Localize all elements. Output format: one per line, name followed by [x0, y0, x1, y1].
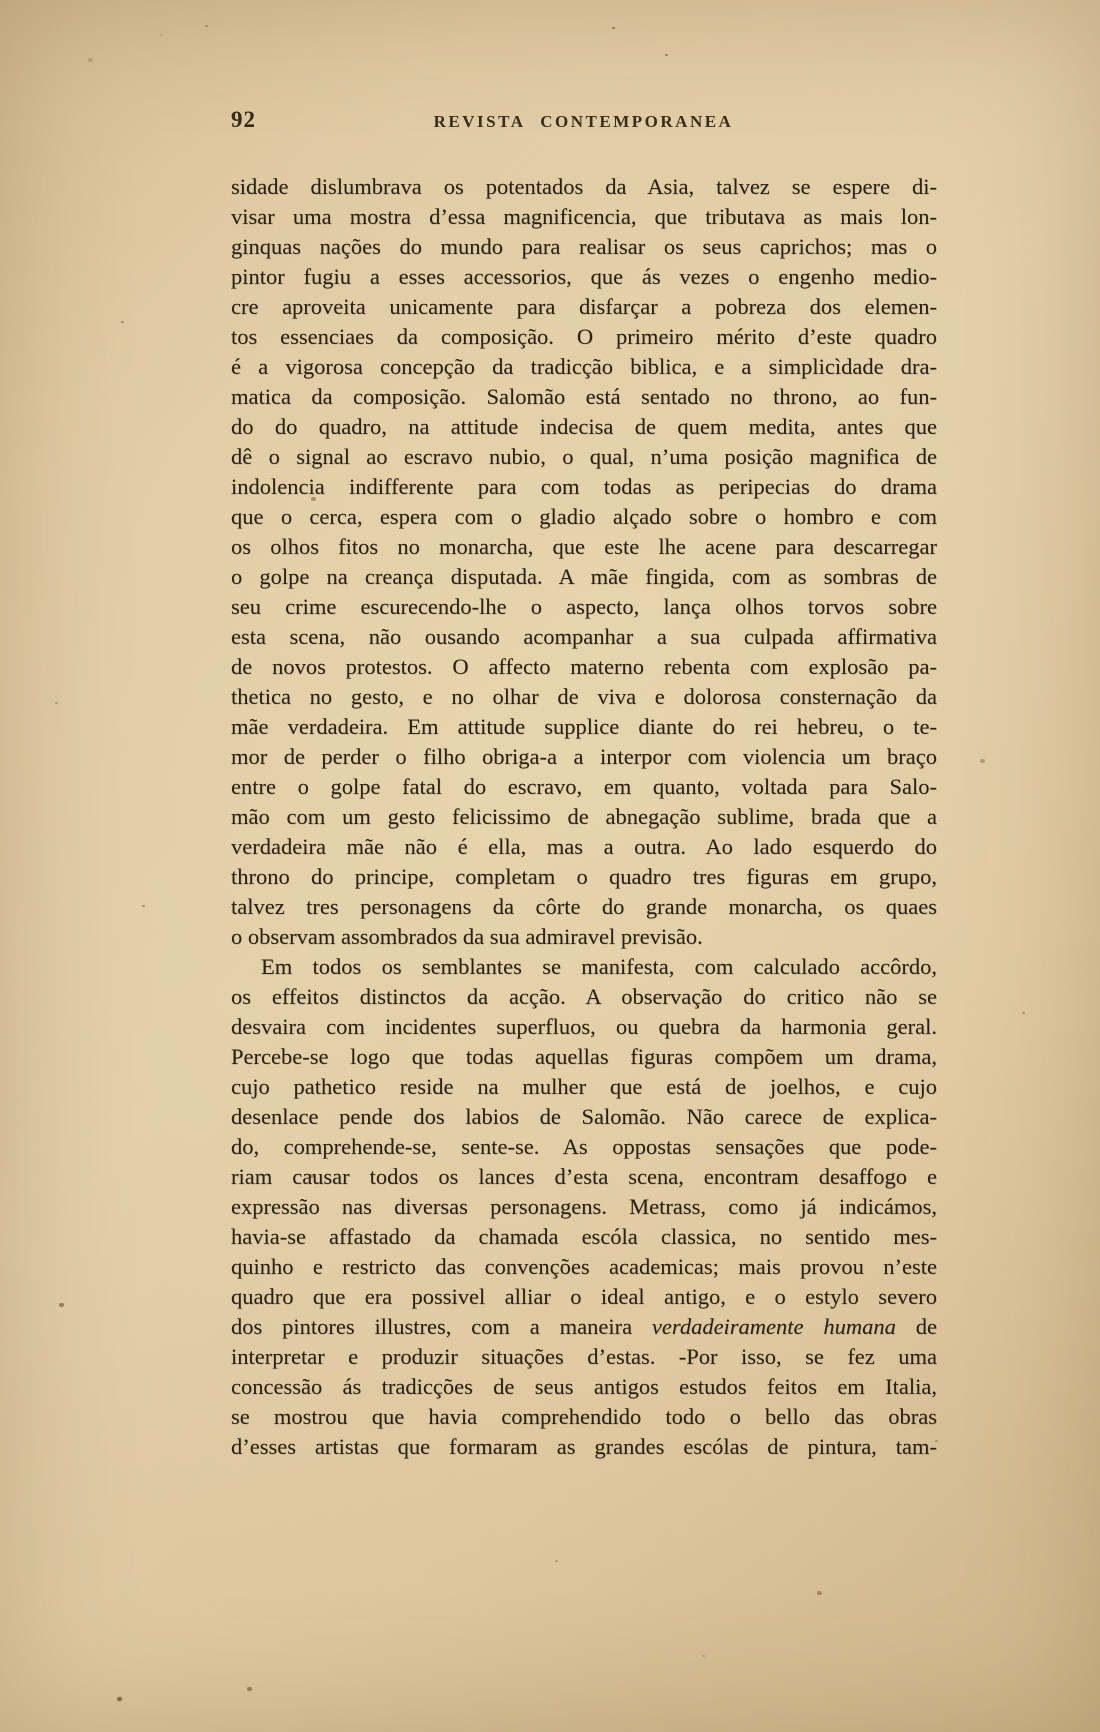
text-segment: é a vigorosa concepção da tradicção biblica, e a simplicìdade dra-	[231, 354, 937, 379]
text-line	[231, 382, 937, 412]
text-line	[231, 1012, 937, 1042]
text-segment: thetica no gesto, e no olhar de viva e dolorosa consternação da	[231, 684, 937, 709]
text-segment: entre o golpe fatal do escravo, em quanto, voltada para Salo-	[231, 774, 937, 799]
text-line	[231, 622, 937, 652]
text-line	[231, 1042, 937, 1072]
text-line	[231, 502, 937, 532]
text-line	[231, 292, 937, 322]
text-line	[231, 1432, 937, 1462]
text-segment: dos pintores illustres, com a maneira	[231, 1314, 652, 1339]
text-segment: riam causar todos os lances d’esta scena, encontram desaffogo e	[231, 1164, 937, 1189]
text-line	[231, 742, 937, 772]
text-segment: talvez tres personagens da côrte do grande monarcha, os quaes	[231, 894, 937, 919]
text-segment: indolencia indifferente para com todas as peripecias do drama	[231, 474, 937, 499]
paper-specks	[0, 0, 3, 2]
text-segment: expressão nas diversas personagens. Metrass, como já indicámos,	[231, 1194, 937, 1219]
text-line	[231, 922, 937, 952]
text-line	[231, 562, 937, 592]
text-line	[231, 1342, 937, 1372]
text-segment: mão com um gesto felicissimo de abnegação sublime, brada que a	[231, 804, 937, 829]
text-segment: quadro que era possivel alliar o ideal antigo, e o estylo severo	[231, 1284, 937, 1309]
text-segment: do do quadro, na attitude indecisa de quem medita, antes que	[231, 414, 937, 439]
text-line	[231, 862, 937, 892]
text-line	[231, 202, 937, 232]
text-line	[231, 172, 937, 202]
text-line	[231, 982, 937, 1012]
text-segment: havia-se affastado da chamada escóla classica, no sentido mes-	[231, 1224, 937, 1249]
text-segment: d’esses artistas que formaram as grandes escólas de pintura, tam-	[231, 1434, 937, 1459]
text-line	[231, 1222, 937, 1252]
text-line	[231, 472, 937, 502]
text-line	[231, 1402, 937, 1432]
text-line	[231, 532, 937, 562]
text-segment: dê o signal ao escravo nubio, o qual, n’uma posição magnifica de	[231, 444, 937, 469]
text-line	[231, 832, 937, 862]
running-header: REVISTA CONTEMPORANEA	[433, 112, 734, 131]
text-segment: Percebe-se logo que todas aquellas figuras compõem um drama,	[231, 1044, 937, 1069]
text-segment: matica da composição. Salomão está sentado no throno, ao fun-	[231, 384, 937, 409]
text-segment: o observam assombrados da sua admiravel previsão.	[231, 924, 703, 949]
text-line	[231, 652, 937, 682]
text-segment: se mostrou que havia comprehendido todo o bello das obras	[231, 1404, 937, 1429]
text-segment: desenlace pende dos labios de Salomão. Não carece de explica-	[231, 1104, 937, 1129]
text-line	[231, 712, 937, 742]
italic-text: verdadeiramente humana	[651, 1314, 896, 1339]
text-line	[231, 1162, 937, 1192]
text-segment: desvaira com incidentes superfluos, ou quebra da harmonia geral.	[231, 1014, 937, 1039]
text-segment: verdadeira mãe não é ella, mas a outra. Ao lado esquerdo do	[231, 834, 937, 859]
text-line	[231, 1102, 937, 1132]
text-segment: mãe verdadeira. Em attitude supplice diante do rei hebreu, o te-	[231, 714, 937, 739]
text-line	[231, 262, 937, 292]
text-line	[231, 442, 937, 472]
text-line	[231, 802, 937, 832]
text-line	[231, 412, 937, 442]
paragraph	[231, 172, 937, 952]
text-segment: os effeitos distinctos da acção. A observação do critico não se	[231, 984, 937, 1009]
page-number: 92	[231, 107, 256, 132]
text-segment: sidade dislumbrava os potentados da Asia, talvez se espere di-	[231, 174, 937, 199]
text-line	[231, 1132, 937, 1162]
text-line	[231, 352, 937, 382]
text-segment: pintor fugiu a esses accessorios, que ás vezes o engenho medio-	[231, 264, 937, 289]
text-segment: quinho e restricto das convenções academicas; mais provou n’este	[231, 1254, 937, 1279]
text-line	[231, 322, 937, 352]
text-line	[231, 592, 937, 622]
text-line	[231, 682, 937, 712]
text-line	[231, 232, 937, 262]
text-segment: mor de perder o filho obriga-a a interpor com violencia um braço	[231, 744, 937, 769]
text-segment: os olhos fitos no monarcha, que este lhe acene para descarregar	[231, 534, 937, 559]
text-segment: Em todos os semblantes se manifesta, com calculado accôrdo,	[261, 954, 937, 979]
text-segment: throno do principe, completam o quadro tres figuras em grupo,	[231, 864, 937, 889]
text-line	[231, 1252, 937, 1282]
text-segment: de novos protestos. O affecto materno rebenta com explosão pa-	[231, 654, 937, 679]
text-line	[231, 1312, 937, 1342]
text-line	[231, 1072, 937, 1102]
text-segment: esta scena, não ousando acompanhar a sua culpada affirmativa	[231, 624, 937, 649]
paragraph	[231, 952, 937, 1462]
text-line	[231, 772, 937, 802]
text-segment: concessão ás tradicções de seus antigos estudos feitos em Italia,	[231, 1374, 937, 1399]
text-line	[231, 1192, 937, 1222]
text-block	[231, 172, 937, 1462]
text-segment: interpretar e produzir situações d’estas. -Por isso, se fez uma	[231, 1344, 937, 1369]
text-segment: visar uma mostra d’essa magnificencia, que tributava as mais lon-	[231, 204, 937, 229]
text-segment: tos essenciaes da composição. O primeiro mérito d’este quadro	[231, 324, 937, 349]
text-line	[231, 1282, 937, 1312]
text-segment: de	[895, 1314, 937, 1339]
text-segment: cujo pathetico reside na mulher que está de joelhos, e cujo	[231, 1074, 937, 1099]
text-line	[231, 892, 937, 922]
text-segment: ginquas nações do mundo para realisar os seus caprichos; mas o	[231, 234, 937, 259]
text-segment: o golpe na creança disputada. A mãe fingida, com as sombras de	[231, 564, 937, 589]
text-segment: cre aproveita unicamente para disfarçar a pobreza dos elemen-	[231, 294, 937, 319]
text-segment: do, comprehende-se, sente-se. As oppostas sensações que pode-	[231, 1134, 937, 1159]
text-line	[231, 952, 937, 982]
text-segment: que o cerca, espera com o gladio alçado sobre o hombro e com	[231, 504, 937, 529]
text-line	[231, 1372, 937, 1402]
text-segment: seu crime escurecendo-lhe o aspecto, lança olhos torvos sobre	[231, 594, 937, 619]
